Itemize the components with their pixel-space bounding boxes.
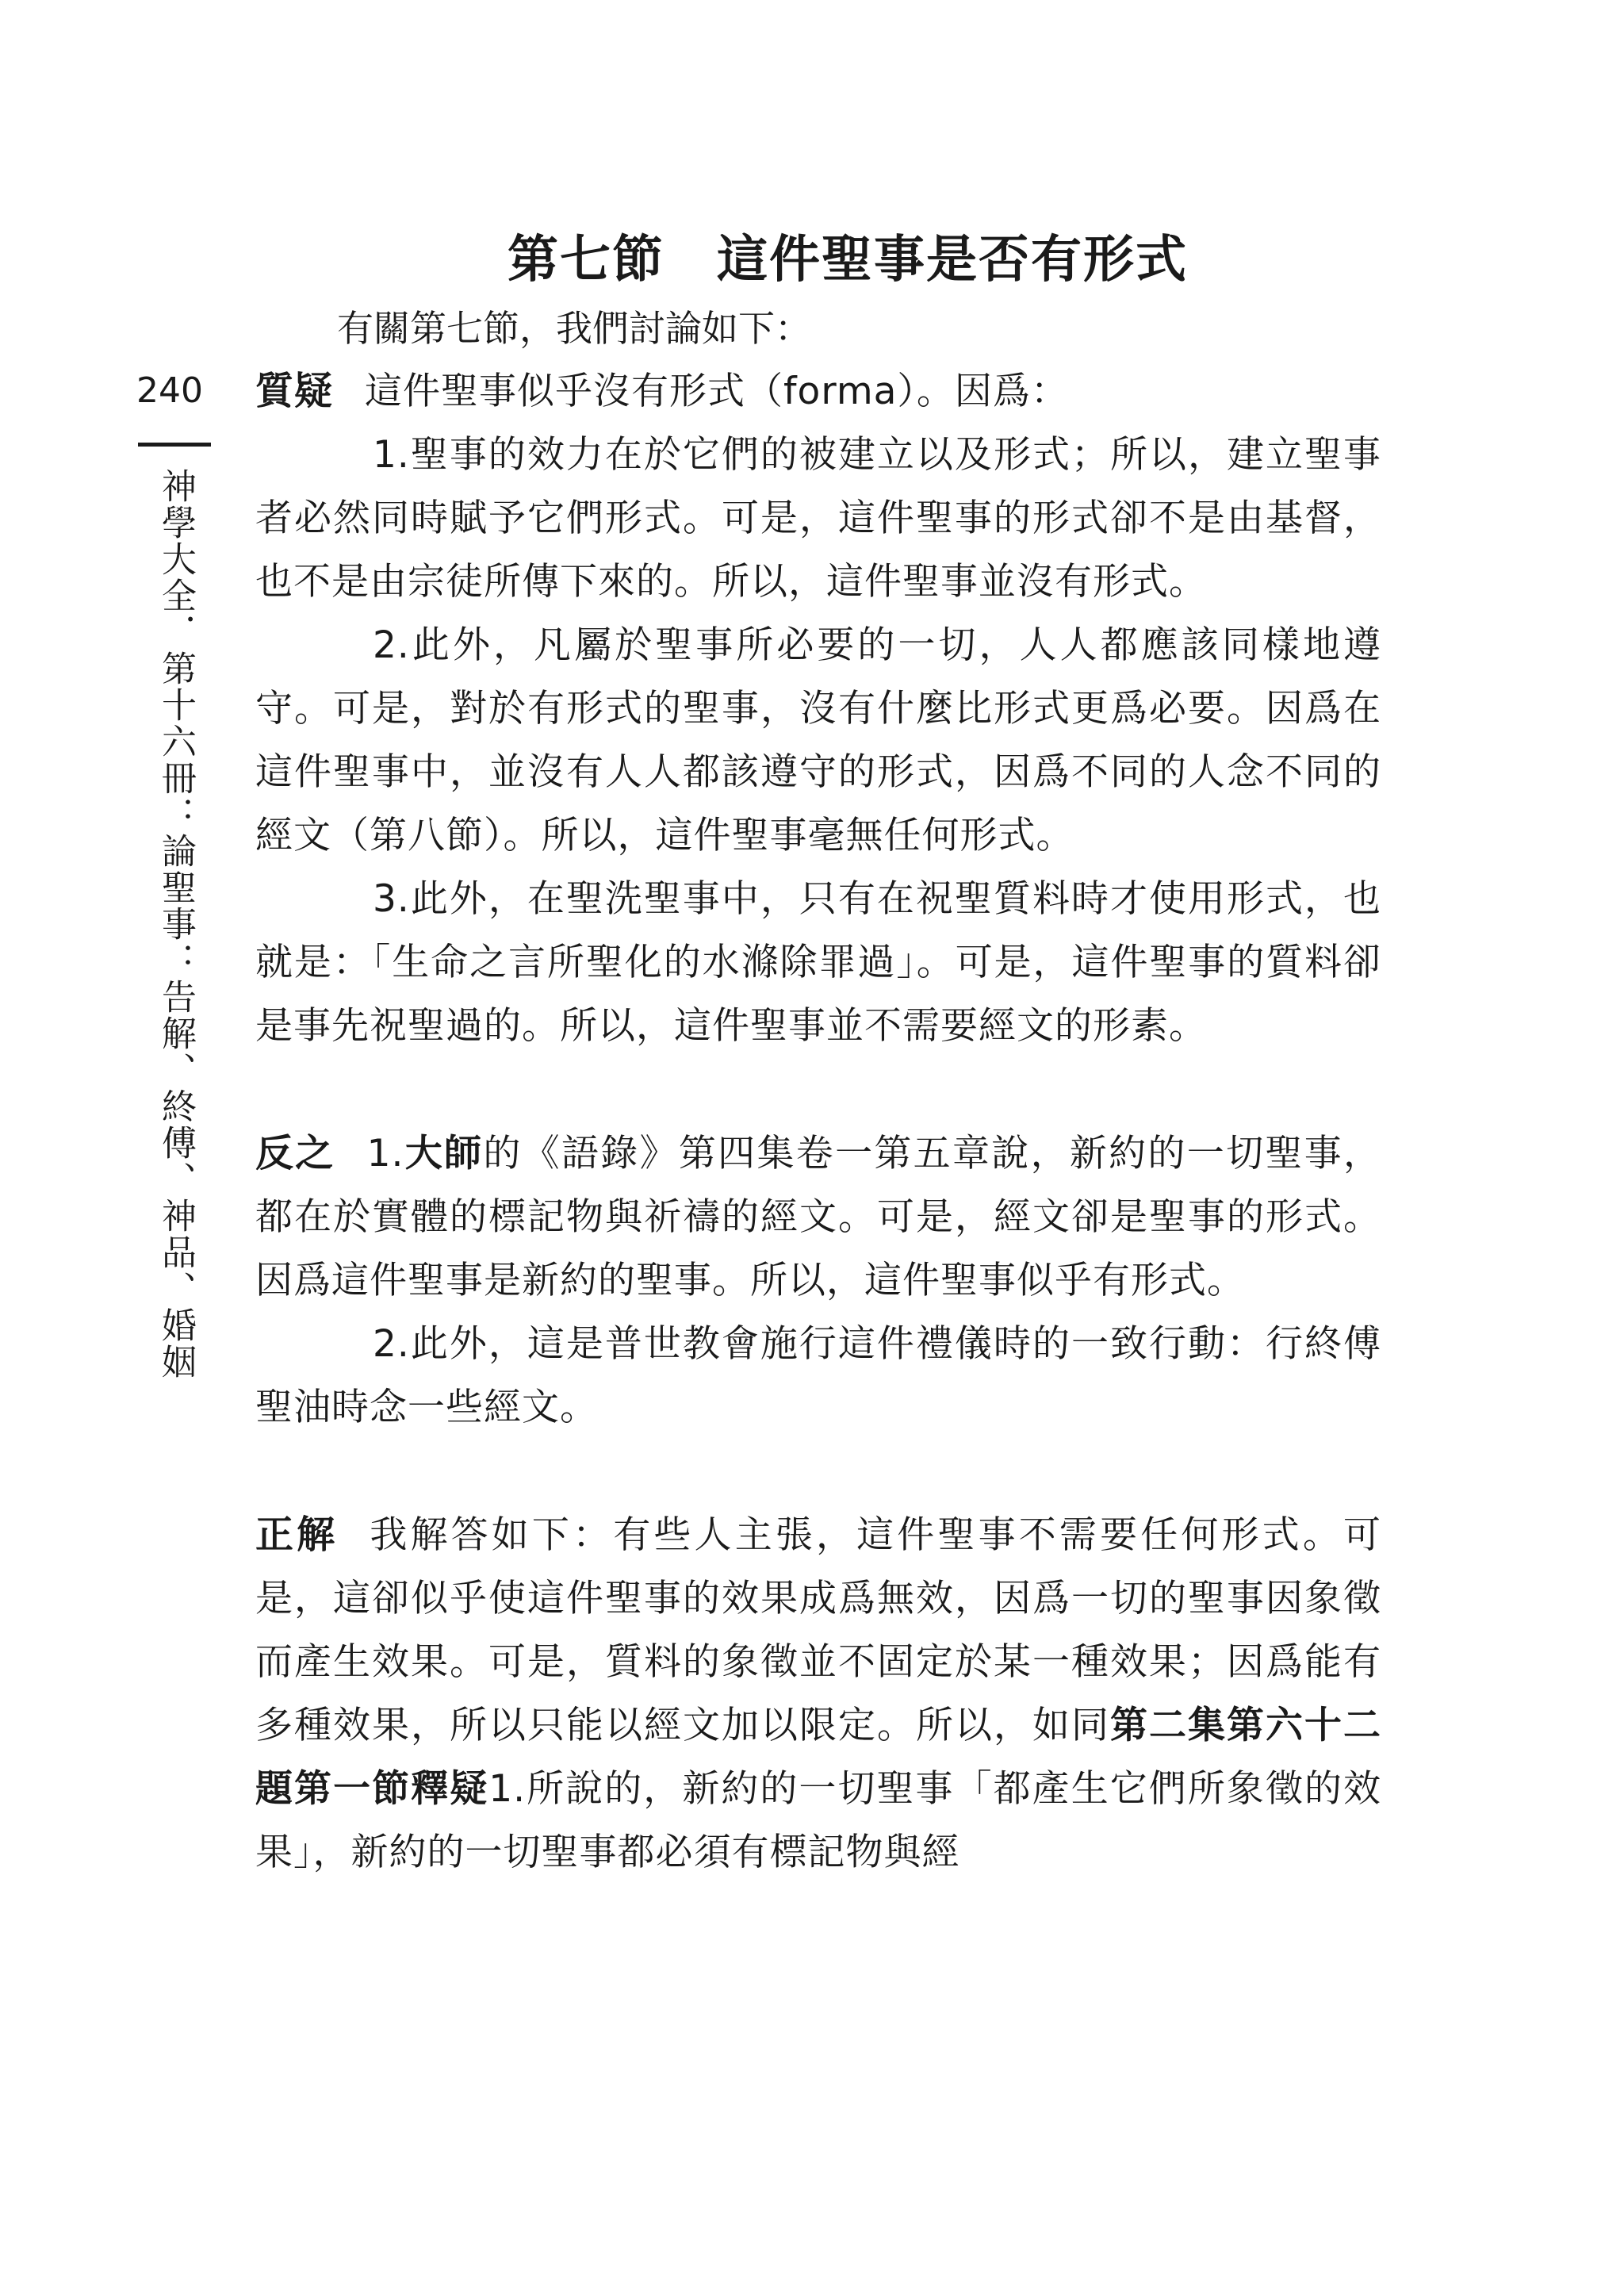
response-text-start: 我解答如下：有些人主張，這件聖事不需要任何形式。可是，這卻似乎使這件聖事的效果成爲無效，因爲一切的聖事因象徵而產生效果。可是，質料的象徵並不固定於某一種效果；因爲能有多種效果，所以只能以經文加以限定。所以，如同 — [255, 1513, 1381, 1747]
sed-contra-label: 反之 — [255, 1131, 335, 1175]
response-text-end: 1.所說的，新約的一切聖事「都產生它們所象徵的效果」，新約的一切聖事都必須有標記物與經 — [255, 1767, 1381, 1874]
objections-lead-paragraph — [255, 359, 1381, 424]
paragraph-gap — [255, 1440, 1381, 1503]
objections-label: 質疑 — [255, 369, 334, 413]
sed-contra-author: 大師 — [404, 1132, 484, 1175]
sed-contra-paragraph-1 — [255, 1122, 1381, 1313]
objection-1: 1.聖事的效力在於它們的被建立以及形式；所以，建立聖事者必然同時賦予它們形式。可是，這件聖事的形式卻不是由基督，也不是由宗徒所傳下來的。所以，這件聖事並沒有形式。 — [255, 433, 1381, 604]
objection-3: 3.此外，在聖洗聖事中，只有在祝聖質料時才使用形式，也就是：「生命之言所聖化的水滌除罪過」。可是，這件聖事的質料卻是事先祝聖過的。所以，這件聖事並不需要經文的形素。 — [255, 877, 1381, 1048]
section-intro: 有關第七節，我們討論如下： — [337, 307, 811, 350]
running-title: 神學大全．第十六冊：論聖事：告解、終傅、神品、婚姻 — [155, 468, 196, 1380]
sed-contra-item1-number: 1. — [366, 1132, 404, 1175]
objection-2: 2.此外，凡屬於聖事所必要的一切，人人都應該同樣地遵守。可是，對於有形式的聖事，沒有什麼比形式更爲必要。因爲在這件聖事中，並沒有人人都該遵守的形式，因爲不同的人念不同的經文（第八節）。所以，這件聖事毫無任何形式。 — [255, 623, 1381, 857]
response-label: 正解 — [255, 1513, 339, 1557]
response-paragraph — [255, 1503, 1381, 1885]
response-reference: 第二集第六十二題第一節釋疑 — [255, 1704, 1381, 1811]
paragraph-gap — [255, 1058, 1381, 1122]
page-number: 240 — [136, 370, 203, 411]
margin-rule — [138, 443, 211, 447]
sed-contra-paragraph-2: 2.此外，這是普世教會施行這件禮儀時的一致行動：行終傅聖油時念一些經文。 — [255, 1322, 1381, 1429]
objections-lead: 這件聖事似乎沒有形式（forma）。因爲： — [365, 370, 1069, 413]
sed-contra-item1-text: 的《語錄》第四集卷一第五章說，新約的一切聖事，都在於實體的標記物與祈禱的經文。可是，經文卻是聖事的形式。因爲這件聖事是新約的聖事。所以，這件聖事似乎有形式。 — [255, 1132, 1381, 1302]
section-title: 第七節 這件聖事是否有形式 — [508, 230, 1188, 290]
body-text — [255, 359, 1381, 1885]
